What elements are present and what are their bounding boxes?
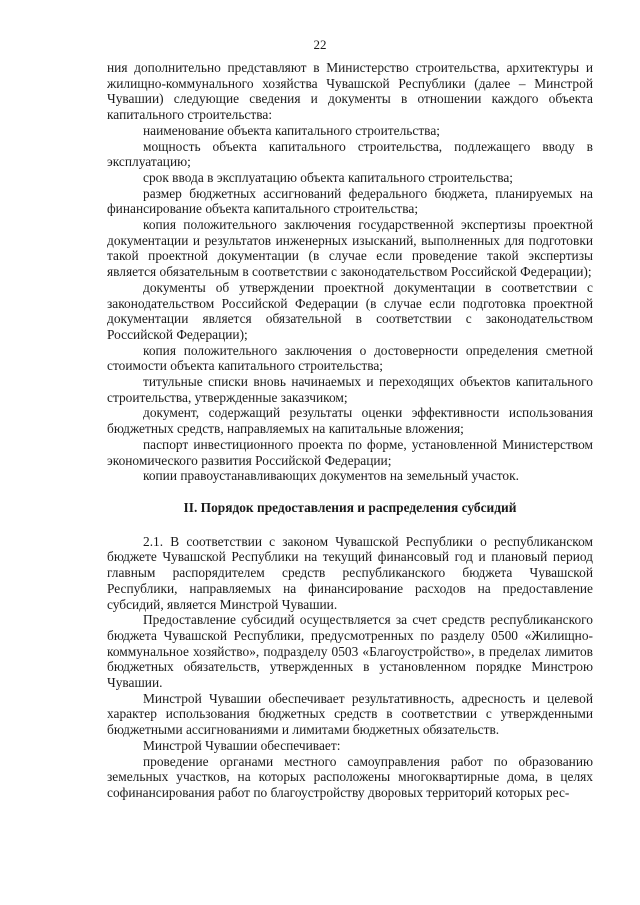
paragraph: наименование объекта капитального строительства; bbox=[143, 122, 440, 138]
page-number: 22 bbox=[313, 37, 327, 52]
paragraph: документы об утверждении проектной документации в соответствии с законодательством Российской Федерации (в случае если подготовка проектной документации является обязательной в соответствии с законодательством Российской Федерации); bbox=[107, 279, 593, 342]
paragraph: документ, содержащий результаты оценки эффективности использования бюджетных средств, направляемых на капитальные вложения; bbox=[107, 405, 593, 437]
paragraph: Минстрой Чувашии обеспечивает: bbox=[143, 737, 341, 753]
paragraph: размер бюджетных ассигнований федерального бюджета, планируемых на финансирование объекта капитального строительства; bbox=[107, 185, 593, 217]
section-heading: II. Порядок предоставления и распределения субсидий bbox=[183, 499, 517, 515]
paragraph: копия положительного заключения государственной экспертизы проектной документации и результатов инженерных изысканий, выполненных для подготовки такой проектной документации (в случае если проведение такой экспертизы является обязательным в соответствии с законодательством Российской Федерации); bbox=[107, 217, 593, 280]
paragraph: Предоставление субсидий осуществляется за счет средств республиканского бюджета Чувашской Республики, предусмотренных по разделу 0500 «Жилищно-коммунальное хозяйство», подразделу 0503 «Благоустройство», в пределах лимитов бюджетных обязательств, утвержденных в установленном порядке Минстрою Чувашии. bbox=[107, 612, 593, 691]
paragraph: копия положительного заключения о достоверности определения сметной стоимости объекта капитального строительства; bbox=[107, 342, 593, 374]
paragraphs-after bbox=[107, 534, 593, 801]
paragraph: срок ввода в эксплуатацию объекта капитального строительства; bbox=[143, 169, 514, 185]
paragraph: копии правоустанавливающих документов на земельный участок. bbox=[143, 468, 519, 484]
paragraph: проведение органами местного самоуправления работ по образованию земельных участков, на которых расположены многоквартирные дома, в целях софинансирования работ по благоустройству дворовых территорий которых рес- bbox=[107, 753, 593, 800]
paragraph: мощность объекта капитального строительства, подлежащего вводу в эксплуатацию; bbox=[107, 138, 593, 170]
paragraph: паспорт инвестиционного проекта по форме, установленной Министерством экономического развития Российской Федерации; bbox=[107, 436, 593, 468]
document-body bbox=[107, 60, 593, 801]
paragraph: 2.1. В соответствии с законом Чувашской Республики о республиканском бюджете Чувашской Республики на текущий финансовый год и плановый период главным распорядителем средств республиканского бюджета Чувашской Республики, направляемых на финансирование расходов на предоставление субсидий, является Минстрой Чувашии. bbox=[107, 533, 593, 612]
paragraph: титульные списки вновь начинаемых и переходящих объектов капитального строительства, утвержденные заказчиком; bbox=[107, 374, 593, 405]
paragraphs-before bbox=[107, 60, 593, 484]
paragraph: ния дополнительно представляют в Министерство строительства, архитектуры и жилищно-коммунального хозяйства Чувашской Республики (далее – Минстрой Чувашии) следующие сведения и документы в отношении каждого объекта капитального строительства: bbox=[107, 60, 593, 123]
paragraph: Минстрой Чувашии обеспечивает результативность, адресность и целевой характер использования бюджетных средств в соответствии с утвержденными бюджетными ассигнованиями и лимитами бюджетных обязательств. bbox=[107, 690, 593, 738]
